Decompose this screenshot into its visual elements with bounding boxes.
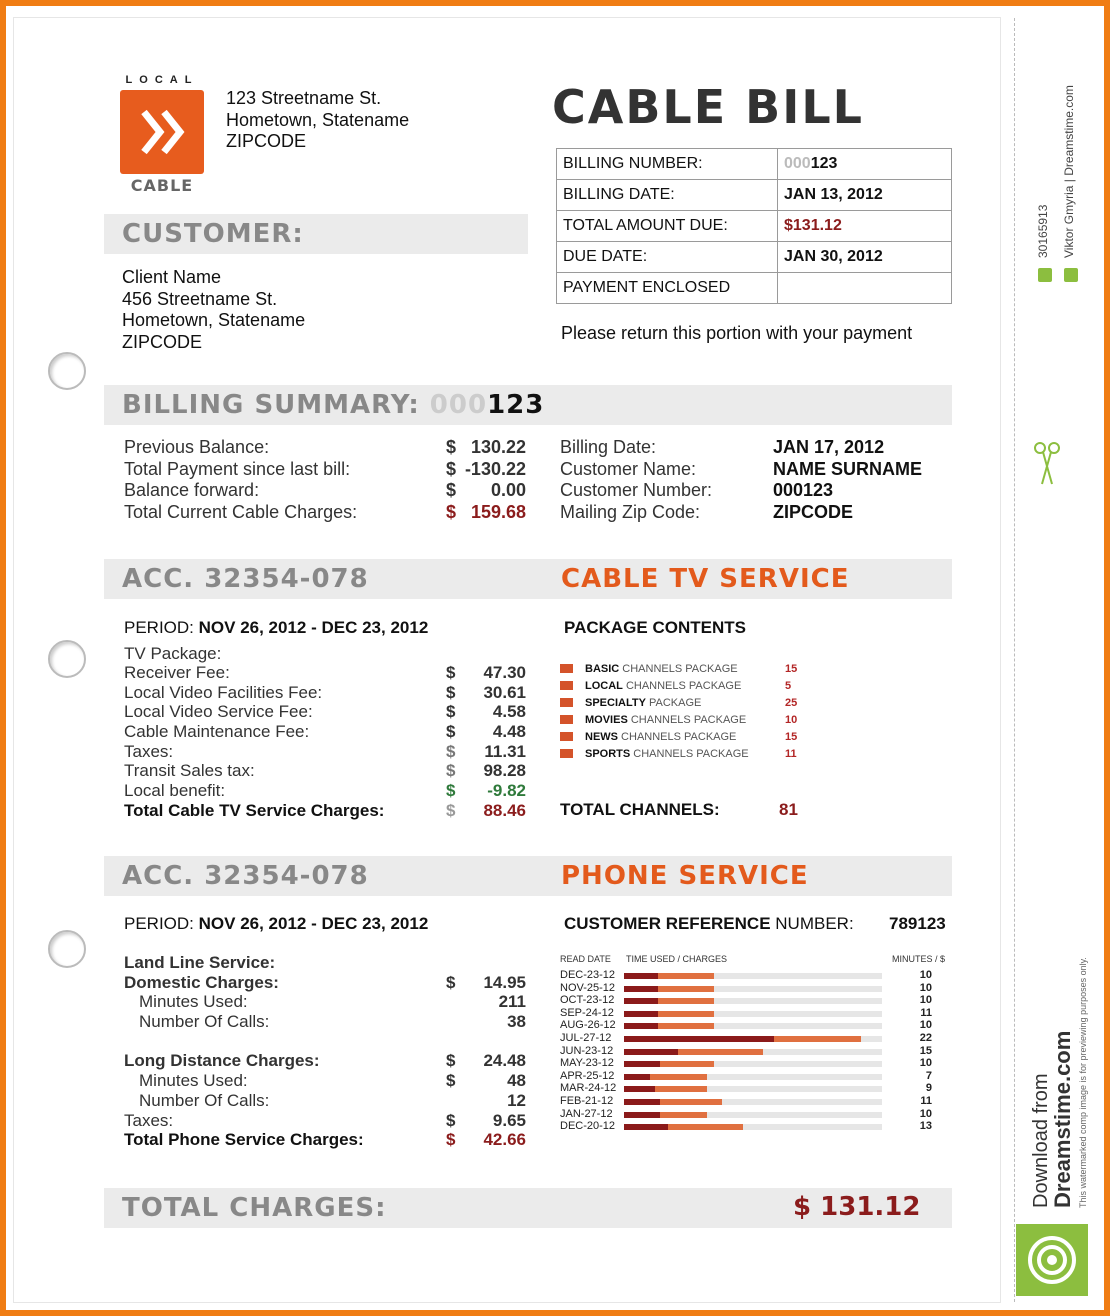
package-name-rest: CHANNELS PACKAGE <box>619 662 738 675</box>
chart-bar-charges <box>660 1099 722 1105</box>
package-name: LOCAL <box>585 679 623 692</box>
package-name: SPECIALTY <box>585 696 646 709</box>
total-charges-label: TOTAL CHARGES: <box>122 1193 387 1223</box>
tv-account-number: ACC. 32354-078 <box>122 564 369 594</box>
package-channel-count: 25 <box>785 696 798 709</box>
info-row <box>560 459 960 481</box>
amount: 47.30 <box>483 663 526 682</box>
period-value: NOV 26, 2012 - DEC 23, 2012 <box>198 618 429 637</box>
company-address <box>226 88 409 153</box>
address-line: ZIPCODE <box>122 331 203 352</box>
amount: 11.31 <box>484 741 526 761</box>
total-channels-label: TOTAL CHANNELS: <box>560 800 720 819</box>
table-row <box>557 211 952 242</box>
author-icon <box>1064 268 1078 282</box>
tv-charge-row <box>124 683 534 703</box>
amount: 130.22 <box>470 437 526 457</box>
tv-period <box>124 618 428 638</box>
row-label: Transit Sales tax: <box>124 761 255 781</box>
chart-minutes-value: 10 <box>919 994 932 1007</box>
tear-line <box>1014 18 1016 1302</box>
tv-charge-rows <box>124 663 534 821</box>
phone-row <box>124 1051 534 1071</box>
total-due-label: TOTAL AMOUNT DUE: <box>557 211 778 242</box>
chart-date-label: OCT-23-12 <box>560 994 615 1007</box>
row-label: Cable Maintenance Fee: <box>124 722 310 742</box>
billing-date: JAN 13, 2012 <box>778 180 952 211</box>
chart-bar-charges <box>658 973 715 979</box>
address-line: Hometown, Statename <box>122 310 306 330</box>
summary-number-prefix: 000 <box>429 390 488 420</box>
tv-charge-row <box>124 722 534 742</box>
row-label: Long Distance Charges: <box>124 1051 320 1071</box>
chart-minutes-value: 13 <box>919 1120 932 1133</box>
amount: 42.66 <box>483 1130 526 1150</box>
currency: $ <box>446 1051 456 1071</box>
address-line: 123 Streetname St. <box>226 88 382 108</box>
currency: $ <box>446 741 456 761</box>
table-row <box>557 242 952 273</box>
row-label: Local Video Service Fee: <box>124 702 313 722</box>
chart-bar-track <box>624 986 882 992</box>
chart-minutes-value: 10 <box>919 981 932 994</box>
chart-bar-track <box>624 1011 882 1017</box>
package-swatch <box>560 698 573 707</box>
tv-charge-row <box>124 663 534 683</box>
id-icon <box>1038 268 1052 282</box>
package-name: NEWS <box>585 730 618 743</box>
summary-rows <box>124 437 534 523</box>
currency: $ <box>446 480 457 500</box>
due-date-label: DUE DATE: <box>557 242 778 273</box>
chart-date-label: NOV-25-12 <box>560 981 616 994</box>
chart-bar-track <box>624 998 882 1004</box>
tv-charge-row <box>124 801 534 821</box>
chart-minutes-value: 11 <box>920 1095 932 1107</box>
chart-date-label: JUL-27-12 <box>560 1032 612 1044</box>
billing-date-label: BILLING DATE: <box>557 180 778 211</box>
chart-date-label: MAR-24-12 <box>560 1082 617 1095</box>
row-label: Taxes: <box>124 1110 174 1130</box>
currency: $ <box>446 501 457 522</box>
period-value: NOV 26, 2012 - DEC 23, 2012 <box>198 914 429 933</box>
amount: 0.00 <box>490 480 526 500</box>
currency: $ <box>446 1110 456 1130</box>
customer-address <box>122 267 305 353</box>
currency: $ <box>446 800 456 820</box>
row-label: Total Payment since last bill: <box>124 458 351 479</box>
dreamstime-logo-icon <box>1016 1224 1088 1296</box>
package-item <box>560 745 797 762</box>
chart-date-label: JUN-23-12 <box>560 1044 614 1057</box>
amount: 24.48 <box>483 1051 526 1071</box>
phone-charges <box>124 953 534 1150</box>
customer-name: Client Name <box>122 267 222 287</box>
summary-row <box>124 480 534 502</box>
package-channel-count: 15 <box>785 730 798 743</box>
currency: $ <box>446 1071 456 1091</box>
package-name-rest: PACKAGE <box>645 696 702 709</box>
chart-bar-time-used <box>624 998 658 1004</box>
chart-bar-track <box>624 1074 882 1080</box>
period-label: PERIOD: <box>124 618 194 637</box>
table-row <box>557 149 952 180</box>
table-row <box>557 180 952 211</box>
currency: $ <box>446 663 456 682</box>
address-line: Hometown, Statename <box>226 109 410 130</box>
chart-bar-time-used <box>624 1124 668 1130</box>
chart-date-label: AUG-26-12 <box>560 1019 616 1032</box>
row-label: Local benefit: <box>124 781 226 801</box>
chart-minutes-value: 10 <box>919 1107 932 1120</box>
due-date: JAN 30, 2012 <box>778 242 952 273</box>
billing-number-label: BILLING NUMBER: <box>557 149 778 180</box>
info-value: NAME SURNAME <box>773 458 923 479</box>
phone-account-number: ACC. 32354-078 <box>122 861 369 891</box>
currency: $ <box>446 781 456 801</box>
chart-bar-track <box>624 1124 882 1130</box>
logo-top-text: LOCAL <box>125 74 199 86</box>
package-name: MOVIES <box>585 713 628 726</box>
chart-bar-time-used <box>624 1086 655 1092</box>
reference-label: CUSTOMER REFERENCE <box>564 914 771 933</box>
phone-row <box>124 992 534 1012</box>
customer-reference <box>564 914 854 934</box>
amount: 88.46 <box>483 800 526 820</box>
info-row <box>560 437 960 459</box>
tv-charge-row <box>124 761 534 781</box>
total-charges-amount: $ 131.12 <box>793 1192 921 1222</box>
package-item <box>560 694 798 711</box>
amount: 12 <box>507 1090 526 1110</box>
currency: $ <box>446 437 457 457</box>
chart-bar-charges <box>668 1124 743 1130</box>
package-item <box>560 711 798 728</box>
watermark-site: Dreamstime.com <box>1050 1030 1075 1208</box>
chart-col-read-date: READ DATE <box>560 954 611 964</box>
row-label: Balance forward: <box>124 480 260 500</box>
chart-bar-track <box>624 1086 882 1092</box>
billing-number-prefix: 000 <box>784 155 811 172</box>
binder-hole <box>48 930 86 968</box>
package-item <box>560 660 798 677</box>
row-label: Number Of Calls: <box>139 1012 270 1032</box>
amount: -9.82 <box>487 781 526 801</box>
currency: $ <box>446 761 456 781</box>
chart-bar-time-used <box>624 973 658 979</box>
chart-bar-charges <box>774 1036 862 1042</box>
chart-minutes-value: 11 <box>920 1006 932 1019</box>
chart-bar-charges <box>658 998 715 1004</box>
bill-title: CABLE BILL <box>552 80 864 134</box>
package-channel-count: 10 <box>785 713 798 726</box>
binder-hole <box>48 640 86 678</box>
chart-bar-charges <box>660 1112 706 1118</box>
chart-bar-time-used <box>624 1023 658 1029</box>
chart-minutes-value: 10 <box>919 969 932 981</box>
chart-bar-track <box>624 973 882 979</box>
phone-row <box>124 973 534 993</box>
summary-number: 123 <box>487 390 545 420</box>
info-label: Billing Date: <box>560 437 657 457</box>
row-label: Total Phone Service Charges: <box>124 1130 364 1150</box>
chart-bar-charges <box>658 1011 715 1017</box>
currency: $ <box>446 702 456 722</box>
phone-row <box>124 1130 534 1150</box>
amount: -130.22 <box>464 458 526 479</box>
package-name: SPORTS <box>585 747 631 760</box>
chart-bar-track <box>624 1099 882 1105</box>
package-name-rest: CHANNELS PACKAGE <box>618 730 737 743</box>
info-row <box>560 502 960 524</box>
phone-row <box>124 1012 534 1032</box>
summary-row <box>124 502 534 524</box>
chart-bar-charges <box>650 1074 707 1080</box>
amount: 38 <box>507 1012 526 1032</box>
currency: $ <box>446 458 457 479</box>
land-line-heading: Land Line Service: <box>124 953 276 972</box>
chart-bar-track <box>624 1112 882 1118</box>
customer-heading: CUSTOMER: <box>122 219 304 249</box>
payment-enclosed-label: PAYMENT ENCLOSED <box>557 273 778 304</box>
package-name-rest: CHANNELS PACKAGE <box>627 713 747 726</box>
phone-period <box>124 914 428 934</box>
amount: 98.28 <box>483 761 526 781</box>
billing-number: 123 <box>810 155 838 172</box>
period-label: PERIOD: <box>124 914 194 933</box>
chart-bar-time-used <box>624 1061 660 1067</box>
chart-bar-time-used <box>624 986 658 992</box>
watermark-note: This watermarked comp image is for previewing purposes only. <box>1078 957 1088 1208</box>
amount: 48 <box>507 1071 526 1091</box>
info-value: JAN 17, 2012 <box>773 437 885 457</box>
chart-date-label: FEB-21-12 <box>560 1095 614 1107</box>
package-swatch <box>560 732 573 741</box>
total-due: $131.12 <box>778 211 952 242</box>
amount: 159.68 <box>470 501 526 522</box>
chart-date-label: MAY-23-12 <box>560 1057 614 1070</box>
tv-charge-row <box>124 742 534 762</box>
binder-hole <box>48 352 86 390</box>
package-item <box>560 728 798 745</box>
table-row <box>557 273 952 304</box>
package-swatch <box>560 664 573 673</box>
chart-bar-charges <box>678 1049 763 1055</box>
currency: $ <box>446 682 456 702</box>
package-channel-count: 11 <box>785 747 797 760</box>
chart-minutes-value: 7 <box>925 1069 932 1082</box>
package-swatch <box>560 681 573 690</box>
phone-row <box>124 1111 534 1131</box>
tv-charge-row <box>124 781 534 801</box>
package-name-rest: CHANNELS PACKAGE <box>630 747 749 760</box>
watermark-id: 30165913 <box>1036 204 1050 258</box>
watermark-author: Viktor Gmyria | Dreamstime.com <box>1062 85 1076 258</box>
currency: $ <box>446 1130 456 1150</box>
info-value: ZIPCODE <box>773 501 854 522</box>
row-label: Number Of Calls: <box>139 1090 270 1110</box>
row-label: Taxes: <box>124 741 174 761</box>
package-name-rest: CHANNELS PACKAGE <box>622 679 742 692</box>
watermark-download: Download from <box>1030 1073 1052 1208</box>
package-channel-count: 5 <box>785 679 792 692</box>
row-label: Local Video Facilities Fee: <box>124 682 323 702</box>
chart-bar-charges <box>658 1023 715 1029</box>
chart-bar-time-used <box>624 1036 774 1042</box>
chart-minutes-value: 9 <box>925 1082 932 1095</box>
tv-charge-row <box>124 702 534 722</box>
package-name: BASIC <box>585 662 620 675</box>
amount: 14.95 <box>483 972 526 992</box>
summary-info <box>560 437 960 523</box>
chart-date-label: DEC-23-12 <box>560 969 616 981</box>
chart-col-time-used: TIME USED / CHARGES <box>626 954 728 964</box>
chart-col-minutes: MINUTES / $ <box>892 954 946 964</box>
chart-minutes-value: 10 <box>919 1057 932 1070</box>
scissors-icon <box>1032 440 1062 486</box>
watermark-sidebar <box>1014 18 1096 1302</box>
tv-heading: CABLE TV SERVICE <box>561 564 850 594</box>
row-label: Receiver Fee: <box>124 663 230 682</box>
package-item <box>560 677 792 694</box>
package-channel-count: 15 <box>785 662 798 675</box>
chart-bar-track <box>624 1036 882 1042</box>
summary-row <box>124 437 534 459</box>
chart-date-label: DEC-20-12 <box>560 1120 616 1133</box>
chart-bar-track <box>624 1061 882 1067</box>
package-contents-heading: PACKAGE CONTENTS <box>564 618 746 637</box>
row-label: Total Cable TV Service Charges: <box>124 800 385 820</box>
info-label: Customer Number: <box>560 480 713 500</box>
chart-date-label: JAN-27-12 <box>560 1107 613 1120</box>
row-label: Previous Balance: <box>124 437 270 457</box>
amount: 211 <box>498 992 526 1012</box>
package-swatch <box>560 715 573 724</box>
chart-bar-time-used <box>624 1099 660 1105</box>
billing-info-table <box>556 148 952 304</box>
total-channels-value: 81 <box>779 800 798 819</box>
reference-label-rest: NUMBER: <box>770 914 854 933</box>
customer-reference-number: 789123 <box>889 914 946 933</box>
chart-bar-time-used <box>624 1112 660 1118</box>
row-label: Minutes Used: <box>139 1071 248 1091</box>
billing-number-cell <box>778 149 952 180</box>
chart-bar-time-used <box>624 1049 678 1055</box>
chart-date-label: APR-25-12 <box>560 1069 615 1082</box>
chart-bar-time-used <box>624 1011 658 1017</box>
chart-bar-track <box>624 1023 882 1029</box>
chart-minutes-value: 10 <box>919 1019 932 1032</box>
info-value: 000123 <box>773 480 834 500</box>
logo-bottom-text: CABLE <box>130 176 194 195</box>
currency: $ <box>446 722 456 742</box>
phone-row <box>124 1071 534 1091</box>
chart-bar-time-used <box>624 1074 650 1080</box>
phone-heading: PHONE SERVICE <box>561 861 809 891</box>
chart-bar-charges <box>660 1061 714 1067</box>
row-label: Domestic Charges: <box>124 972 279 992</box>
return-note: Please return this portion with your payment <box>561 323 913 343</box>
info-label: Customer Name: <box>560 458 697 479</box>
package-swatch <box>560 749 573 758</box>
chart-date-label: SEP-24-12 <box>560 1006 614 1019</box>
info-row <box>560 480 960 502</box>
amount: 9.65 <box>492 1110 526 1130</box>
summary-row <box>124 459 534 481</box>
chart-bar-track <box>624 1049 882 1055</box>
chart-minutes-value: 22 <box>919 1032 932 1044</box>
amount: 4.48 <box>492 722 526 742</box>
row-label: Total Current Cable Charges: <box>124 501 358 522</box>
chart-bar-charges <box>658 986 715 992</box>
address-line: 456 Streetname St. <box>122 288 278 309</box>
payment-enclosed-field[interactable] <box>778 273 952 304</box>
chart-minutes-value: 15 <box>919 1044 932 1057</box>
summary-heading-label: BILLING SUMMARY: <box>122 390 420 420</box>
phone-row <box>124 1091 534 1111</box>
address-line: ZIPCODE <box>226 131 307 151</box>
double-chevron-icon <box>120 90 204 174</box>
amount: 30.61 <box>483 682 526 702</box>
summary-heading <box>122 390 544 420</box>
tv-package-label: TV Package: <box>124 644 222 663</box>
info-label: Mailing Zip Code: <box>560 501 701 522</box>
chart-bar-charges <box>655 1086 707 1092</box>
row-label: Minutes Used: <box>139 992 248 1012</box>
currency: $ <box>446 972 456 992</box>
amount: 4.58 <box>492 702 526 722</box>
